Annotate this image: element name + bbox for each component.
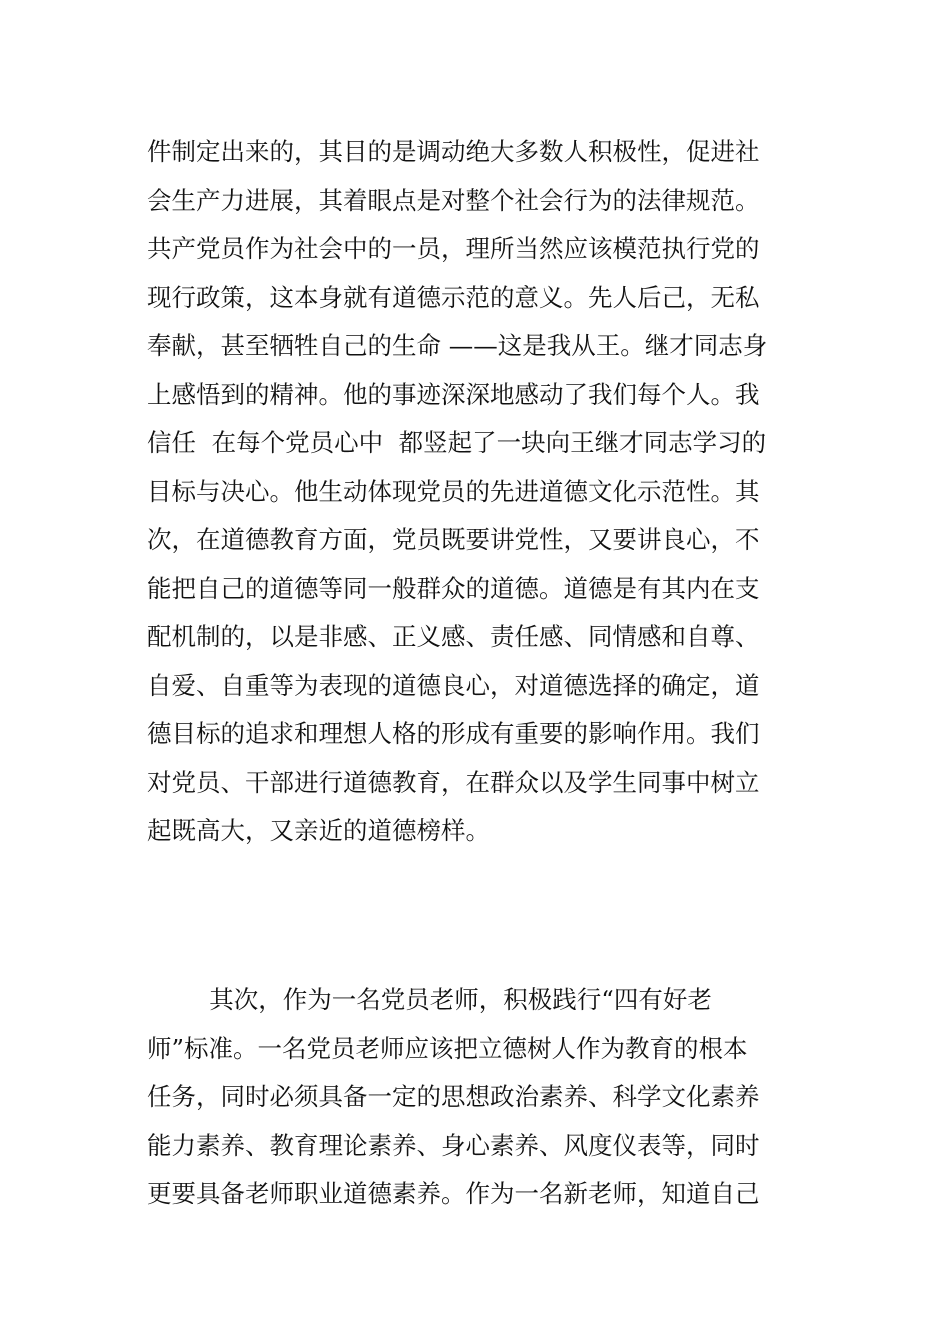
text-line: 其次，作为一名党员老师，积极践行“四有好老 bbox=[147, 985, 712, 1014]
text-line: 对党员、干部进行道德教育，在群众以及学生同事中树立 bbox=[147, 767, 760, 797]
text-line: 任务，同时必须具备一定的思想政治素养、科学文化素养 bbox=[147, 1082, 760, 1111]
text-line: 信任 在每个党员心中 都竖起了一块向王继才同志学习的 bbox=[147, 428, 767, 457]
text-line: 能把自己的道德等同一般群众的道德。道德是有其内在支 bbox=[147, 573, 760, 603]
text-line: 上感悟到的精神。他的事迹深深地感动了我们每个人。我 bbox=[147, 379, 760, 409]
body-paragraph-1 bbox=[147, 128, 817, 856]
text-line: 共产党员作为社会中的一员，理所当然应该模范执行党的 bbox=[147, 234, 760, 263]
text-line: 配机制的，以是非感、正义感、责任感、同情感和自尊、 bbox=[147, 622, 760, 651]
text-line: 件制定出来的，其目的是调动绝大多数人积极性，促进社 bbox=[147, 137, 760, 166]
body-paragraph-2 bbox=[147, 976, 817, 1219]
text-line: 奉献，甚至牺牲自己的生命 ——这是我从王。继才同志身 bbox=[147, 331, 768, 360]
text-line: 更要具备老师职业道德素养。作为一名新老师，知道自己 bbox=[147, 1179, 760, 1208]
text-line: 德目标的追求和理想人格的形成有重要的影响作用。我们 bbox=[147, 719, 760, 748]
text-line: 起既高大，又亲近的道德榜样。 bbox=[147, 816, 490, 845]
text-line: 师”标准。一名党员老师应该把立德树人作为教育的根本 bbox=[147, 1033, 748, 1063]
text-line: 自爱、自重等为表现的道德良心，对道德选择的确定，道 bbox=[147, 670, 760, 700]
text-line: 次，在道德教育方面，党员既要讲党性，又要讲良心，不 bbox=[147, 525, 760, 554]
text-line: 会生产力进展，其着眼点是对整个社会行为的法律规范。 bbox=[147, 185, 760, 215]
text-line: 能力素养、教育理论素养、身心素养、风度仪表等，同时 bbox=[147, 1130, 760, 1160]
text-line: 目标与决心。他生动体现党员的先进道德文化示范性。其 bbox=[147, 476, 760, 506]
text-line: 现行政策，这本身就有道德示范的意义。先人后己，无私 bbox=[147, 282, 760, 312]
